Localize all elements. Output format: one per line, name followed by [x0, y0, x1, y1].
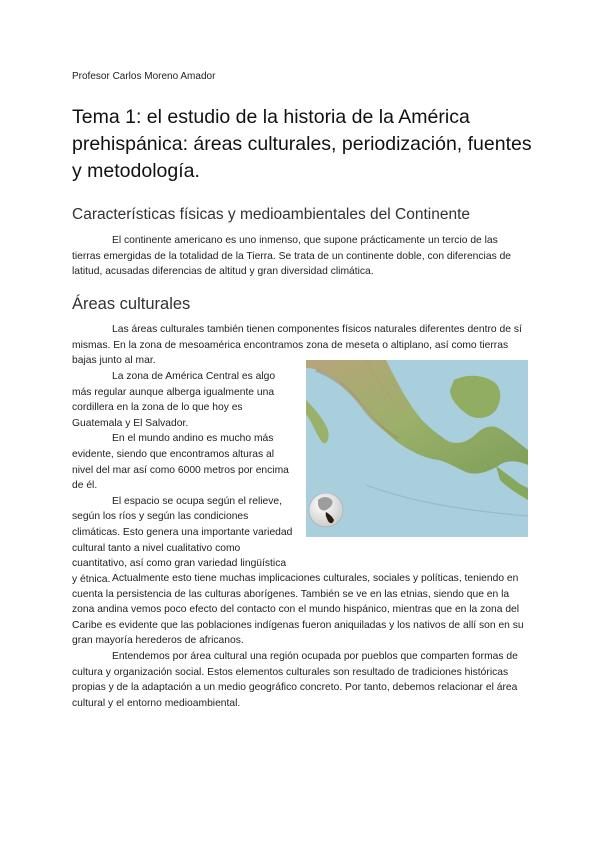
text-column-left [72, 369, 294, 587]
document-title: Tema 1: el estudio de la historia de la América prehispánica: áreas culturales, periodización, fuentes y metodología. [72, 106, 532, 182]
paragraph-andean-world: En el mundo andino es mucho más evidente, siendo que encontramos alturas al nivel del mar así como 6000 metros por encima de él. [72, 433, 289, 492]
map-svg [306, 360, 528, 537]
paragraph-space-relief: El espacio se ocupa según el relieve, según los ríos y según las condiciones climáticas. Esto genera una importante variedad cultural tanto a nivel cualitativo como cuantitativo, así como gran variedad lingüística y étnica. [72, 495, 293, 585]
mesoamerica-map-image [306, 360, 528, 537]
paragraph-continent: El continente americano es uno inmenso, que supone prácticamente un tercio de las tierras emergidas de la totalidad de la Tierra. Se trata de un continente doble, con diferencias de latitud, acusadas diferencias de altitud y gran diversidad climática. [72, 235, 512, 278]
author-line: Profesor Carlos Moreno Amador [72, 71, 216, 82]
paragraph-central-america: La zona de América Central es algo más regular aunque alberga igualmente una cordillera en la zona de lo que hoy es Guatemala y El Salvador. [72, 371, 276, 429]
paragraph-cultural-components: Las áreas culturales también tienen componentes físicos naturales diferentes dentro de sí mismas. En la zona de mesoamérica encontramos zona de meseta o altiplano, así como tierras bajas junto al mar. [72, 324, 522, 367]
section-heading-physical: Características físicas y medioambientales del Continente [72, 206, 471, 223]
section-heading-cultural-areas: Áreas culturales [72, 295, 191, 313]
paragraph-definition: Entendemos por área cultural una región ocupada por pueblos que comparten formas de cultura y organización social. Estos elementos culturales son resultado de tradiciones históricas propias y de la adaptación a un medio geográfico concreto. Por tanto, debemos relacionar el área cultural y el entorno medioambiental. [72, 651, 518, 709]
paragraph-implications: Actualmente esto tiene muchas implicaciones culturales, sociales y políticas, teniendo en cuenta la persistencia de las culturas aborígenes. También se ve en las etnias, siendo que en la zona andina vemos poco efecto del contacto con el mundo hispánico, mientras que en la zona del Caribe es evidente que las poblaciones indígenas fueron aniquiladas y los nativos de allí son en su gran mayoría herederos de africanos. [72, 573, 524, 647]
